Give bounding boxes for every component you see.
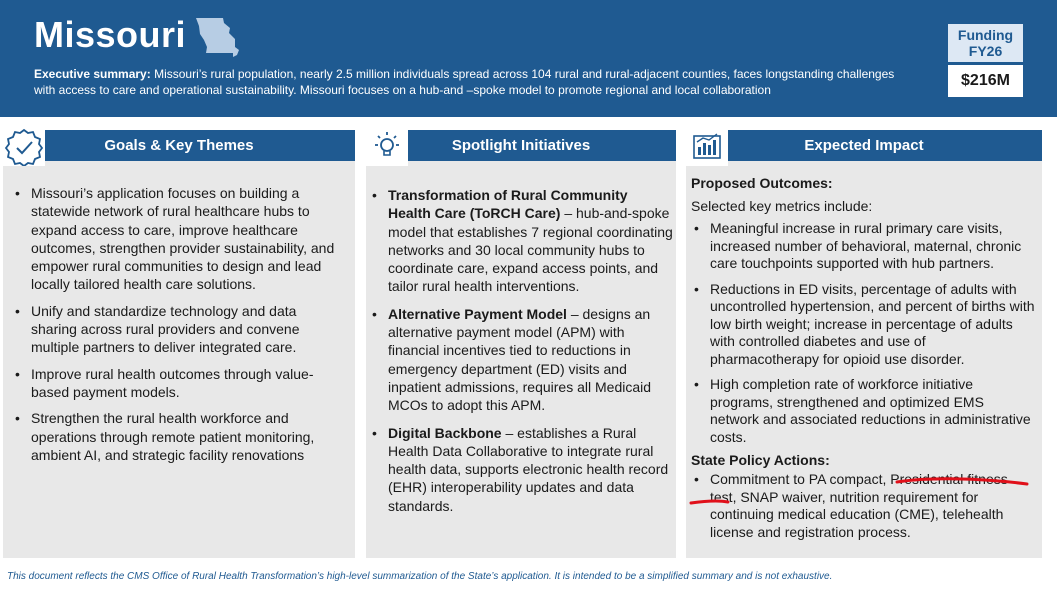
initiative-text: – designs an alternative payment model (APM) with financial incentives tied to reductions in emergency department (ED) visits and inpatient admissions, requires all Medicaid MCOs to adopt this APM. xyxy=(388,305,652,414)
goals-panel xyxy=(3,130,355,558)
list-item xyxy=(368,186,673,296)
list-item: • Reductions in ED visits, percentage of adults with uncontrolled hypertension, and percent of births with low birth weight; increase in percentage of adults with controlled diabetes and use of pharmacotherapy for opioid use disorder. xyxy=(690,281,1035,369)
impact-panel-title: Expected Impact xyxy=(686,130,1042,161)
executive-summary-label: Executive summary: xyxy=(34,67,151,81)
list-item: • High completion rate of workforce initiative programs, strengthened and optimized EMS network and associated reductions in administrative costs. xyxy=(690,376,1035,446)
outcomes-heading: Proposed Outcomes: xyxy=(691,175,833,191)
funding-box xyxy=(948,24,1023,97)
spotlight-panel xyxy=(366,130,676,558)
list-item: • Improve rural health outcomes through value-based payment models. xyxy=(11,365,341,402)
funding-amount: $216M xyxy=(948,65,1023,97)
list-item xyxy=(368,305,673,415)
goals-panel-title: Goals & Key Themes xyxy=(3,130,355,161)
spotlight-list xyxy=(368,186,673,524)
checkmark-badge-icon xyxy=(3,126,45,166)
funding-label xyxy=(948,24,1023,62)
initiative-name: Digital Backbone xyxy=(388,424,502,441)
list-item: • Missouri’s application focuses on building a statewide network of rural healthcare hubs to expand access to care, improve healthcare outcomes, strengthen provider sustainability, and empower rural communities to design and lead locally tailored health care solutions. xyxy=(11,184,341,294)
list-item: • Commitment to PA compact, Presidential fitness test, SNAP waiver, nutrition requirement for continuing medical education (CME), telehealth license and registration process. xyxy=(690,471,1035,541)
policy-list xyxy=(690,471,1035,549)
page-title: Missouri xyxy=(34,14,187,55)
lightbulb-icon xyxy=(366,126,408,166)
policy-heading: State Policy Actions: xyxy=(691,452,830,468)
funding-label-line2: FY26 xyxy=(968,43,1003,59)
initiative-text: – hub-and-spoke model that establishes 7 regional coordinating networks and 30 local community hubs to coordinate care, expand access points, and tailor rural health interventions. xyxy=(388,205,673,295)
list-item: • Meaningful increase in rural primary care visits, increased number of behavioral, maternal, chronic care touchpoints supported with hub partners. xyxy=(690,220,1035,273)
footer-disclaimer: This document reflects the CMS Office of Rural Health Transformation’s high-level summarization of the State’s application. It is intended to be a simplified summary and is not exhaustive. xyxy=(7,571,833,582)
metrics-intro: Selected key metrics include: xyxy=(691,198,873,214)
list-item xyxy=(368,424,673,515)
impact-panel xyxy=(686,130,1042,558)
missouri-map-icon xyxy=(193,14,243,62)
initiative-name: Alternative Payment Model xyxy=(388,305,567,322)
header-banner xyxy=(0,0,1057,117)
list-item: • Unify and standardize technology and data sharing across rural providers and convene multiple partners to deliver integrated care. xyxy=(11,302,341,357)
executive-summary xyxy=(34,66,914,98)
initiative-text: – establishes a Rural Health Data Collaborative to integrate rural health data, supports electronic health record (EHR) interoperability updates and data standards. xyxy=(388,424,669,514)
funding-label-line1: Funding xyxy=(957,27,1014,43)
spotlight-panel-title: Spotlight Initiatives xyxy=(366,130,676,161)
bar-chart-icon xyxy=(686,126,728,166)
outcomes-list xyxy=(690,220,1035,454)
executive-summary-text: Missouri’s rural population, nearly 2.5 million individuals spread across 104 rural and rural-adjacent counties, faces longstanding challenges with access to care and operational sustainability. Missouri focuses on a hub-and –spoke model to promote regional and local collaboration xyxy=(34,67,895,97)
goals-list xyxy=(11,184,341,472)
list-item: • Strengthen the rural health workforce and operations through remote patient monitoring, ambient AI, and strategic facility renovations xyxy=(11,409,341,464)
initiative-name: Transformation of Rural Community Health Care (ToRCH Care) xyxy=(388,187,628,222)
